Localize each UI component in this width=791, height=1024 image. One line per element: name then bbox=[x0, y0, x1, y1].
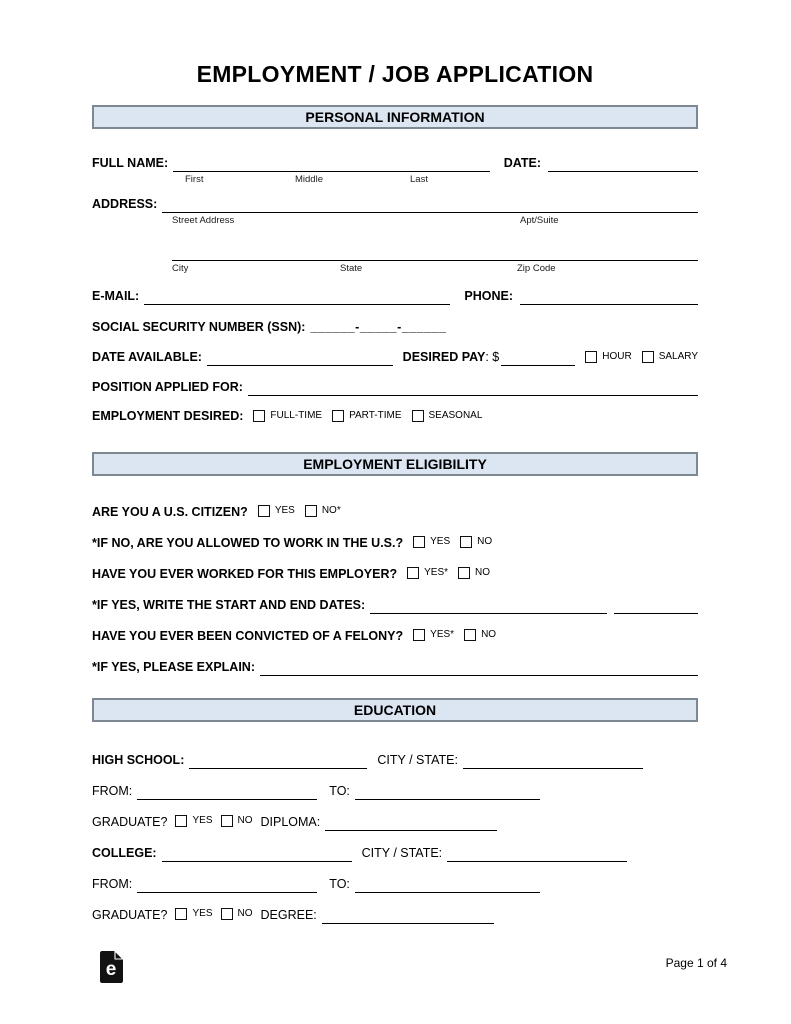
form-row-us-citizen bbox=[92, 503, 698, 521]
part-time-checkbox[interactable] bbox=[332, 410, 344, 422]
email-label: E-MAIL: bbox=[92, 289, 140, 303]
college-graduate-no-label: NO bbox=[237, 908, 253, 919]
full-name-input-line[interactable] bbox=[173, 157, 490, 172]
form-row-hs-from-to bbox=[92, 782, 698, 800]
hs-from-input-line[interactable] bbox=[137, 785, 317, 800]
address-sublabels-1 bbox=[92, 215, 698, 228]
form-row-address bbox=[92, 196, 698, 213]
hs-to-label: TO: bbox=[329, 784, 350, 798]
checkbox-option-college-graduate-no[interactable] bbox=[221, 905, 253, 923]
college-graduate-no-checkbox[interactable] bbox=[221, 908, 233, 920]
hs-graduate-yes-label: YES bbox=[192, 815, 213, 826]
worked-no-label: NO bbox=[475, 567, 491, 578]
form-row-felony bbox=[92, 627, 698, 645]
middle-name-sublabel: Middle bbox=[295, 174, 323, 185]
form-row-allowed-to-work bbox=[92, 534, 698, 552]
form-row-college-graduate bbox=[92, 906, 698, 924]
college-city-state-label: CITY / STATE: bbox=[361, 846, 443, 860]
form-row-full-name bbox=[92, 155, 698, 172]
allowed-to-work-question-label: *IF NO, ARE YOU ALLOWED TO WORK IN THE U.S.? bbox=[92, 536, 404, 550]
first-name-sublabel: First bbox=[185, 174, 204, 185]
checkbox-option-seasonal[interactable] bbox=[412, 407, 483, 424]
hs-graduate-label: GRADUATE? bbox=[92, 815, 168, 829]
checkbox-option-allowed-yes[interactable] bbox=[413, 533, 450, 551]
start-end-dates-input-line-2[interactable] bbox=[614, 599, 698, 614]
diploma-input-line[interactable] bbox=[325, 816, 497, 831]
address-label: ADDRESS: bbox=[92, 197, 158, 211]
address-sublabels-2 bbox=[92, 263, 698, 276]
hs-city-state-input-line[interactable] bbox=[463, 754, 643, 769]
checkbox-option-hour[interactable] bbox=[585, 348, 631, 365]
checkbox-option-felony-yes[interactable] bbox=[413, 626, 454, 644]
start-end-dates-input-line[interactable] bbox=[370, 599, 607, 614]
ssn-input-blanks[interactable]: ______-_____-______ bbox=[310, 320, 447, 334]
please-explain-label: *IF YES, PLEASE EXPLAIN: bbox=[92, 660, 256, 674]
hs-city-state-label: CITY / STATE: bbox=[377, 753, 458, 767]
college-city-state-input-line[interactable] bbox=[447, 847, 627, 862]
seasonal-checkbox[interactable] bbox=[412, 410, 424, 422]
form-row-date-available-pay bbox=[92, 349, 698, 366]
allowed-yes-checkbox[interactable] bbox=[413, 536, 425, 548]
form-row-college-from-to bbox=[92, 875, 698, 893]
checkbox-option-hs-graduate-no[interactable] bbox=[221, 812, 253, 830]
street-address-input-line[interactable] bbox=[162, 198, 698, 213]
college-graduate-label: GRADUATE? bbox=[92, 908, 168, 922]
hs-from-label: FROM: bbox=[92, 784, 133, 798]
eforms-logo-icon bbox=[100, 950, 124, 984]
full-time-checkbox-label: FULL-TIME bbox=[270, 410, 323, 421]
diploma-label: DIPLOMA: bbox=[260, 815, 321, 829]
employment-desired-label: EMPLOYMENT DESIRED: bbox=[92, 409, 244, 423]
college-input-line[interactable] bbox=[162, 847, 352, 862]
desired-pay-suffix: : $ bbox=[485, 350, 500, 364]
felony-yes-label: YES* bbox=[430, 629, 455, 640]
zip-code-sublabel: Zip Code bbox=[517, 263, 556, 274]
form-row-explain bbox=[92, 658, 698, 676]
worked-yes-label: YES* bbox=[424, 567, 449, 578]
section-header-education bbox=[92, 698, 698, 722]
college-from-input-line[interactable] bbox=[137, 878, 317, 893]
phone-label: PHONE: bbox=[464, 289, 513, 303]
form-row-position bbox=[92, 379, 698, 396]
allowed-yes-label: YES bbox=[430, 536, 451, 547]
citizen-no-checkbox[interactable] bbox=[305, 505, 317, 517]
seasonal-checkbox-label: SEASONAL bbox=[428, 410, 483, 421]
date-label: DATE: bbox=[503, 156, 541, 170]
part-time-checkbox-label: PART-TIME bbox=[349, 410, 402, 421]
city-sublabel: City bbox=[172, 263, 189, 274]
allowed-no-label: NO bbox=[477, 536, 493, 547]
citizen-yes-label: YES bbox=[274, 505, 295, 516]
checkbox-option-worked-no[interactable] bbox=[458, 564, 490, 582]
city-state-zip-input-line[interactable] bbox=[172, 246, 698, 261]
checkbox-option-full-time[interactable] bbox=[253, 407, 322, 424]
section-header-employment-eligibility bbox=[92, 452, 698, 476]
last-name-sublabel: Last bbox=[410, 174, 428, 185]
form-row-high-school bbox=[92, 751, 698, 769]
state-sublabel: State bbox=[340, 263, 363, 274]
college-to-input-line[interactable] bbox=[355, 878, 540, 893]
desired-pay-input-line[interactable] bbox=[501, 351, 575, 366]
checkbox-option-college-graduate-yes[interactable] bbox=[175, 905, 212, 923]
page-title: EMPLOYMENT / JOB APPLICATION bbox=[196, 61, 594, 87]
name-sublabels bbox=[92, 174, 698, 187]
college-from-label: FROM: bbox=[92, 877, 133, 891]
section-header-label: EMPLOYMENT ELIGIBILITY bbox=[303, 456, 487, 472]
college-to-label: TO: bbox=[329, 877, 350, 891]
checkbox-option-hs-graduate-yes[interactable] bbox=[175, 812, 212, 830]
checkbox-option-citizen-no[interactable] bbox=[305, 502, 341, 520]
checkbox-option-citizen-yes[interactable] bbox=[258, 502, 295, 520]
section-header-label: EDUCATION bbox=[353, 702, 437, 718]
form-row-college bbox=[92, 844, 698, 862]
high-school-label: HIGH SCHOOL: bbox=[92, 753, 185, 767]
page-number-label: Page 1 of 4 bbox=[665, 956, 727, 970]
form-row-email-phone bbox=[92, 288, 698, 305]
hour-checkbox[interactable] bbox=[585, 351, 597, 363]
date-available-label: DATE AVAILABLE: bbox=[92, 350, 202, 364]
felony-no-label: NO bbox=[481, 629, 497, 640]
checkbox-option-worked-yes[interactable] bbox=[407, 564, 448, 582]
hs-graduate-no-checkbox[interactable] bbox=[221, 815, 233, 827]
hs-graduate-no-label: NO bbox=[237, 815, 253, 826]
college-label: COLLEGE: bbox=[92, 846, 157, 860]
desired-pay-label: DESIRED PAY bbox=[402, 350, 486, 364]
worked-yes-checkbox[interactable] bbox=[407, 567, 419, 579]
full-time-checkbox[interactable] bbox=[253, 410, 265, 422]
date-input-line[interactable] bbox=[548, 157, 698, 172]
svg-text:e: e bbox=[105, 959, 117, 980]
full-name-label: FULL NAME: bbox=[92, 156, 169, 170]
checkbox-option-salary[interactable] bbox=[642, 348, 698, 365]
form-row-hs-graduate bbox=[92, 813, 698, 831]
college-graduate-yes-checkbox[interactable] bbox=[175, 908, 187, 920]
allowed-no-checkbox[interactable] bbox=[460, 536, 472, 548]
position-applied-label: POSITION APPLIED FOR: bbox=[92, 380, 243, 394]
street-address-sublabel: Street Address bbox=[172, 215, 235, 226]
date-available-input-line[interactable] bbox=[207, 351, 393, 366]
position-input-line[interactable] bbox=[248, 381, 698, 396]
degree-input-line[interactable] bbox=[322, 909, 494, 924]
checkbox-option-part-time[interactable] bbox=[332, 407, 401, 424]
start-end-dates-label: *IF YES, WRITE THE START AND END DATES: bbox=[92, 598, 366, 612]
form-row-worked-before bbox=[92, 565, 698, 583]
college-graduate-yes-label: YES bbox=[192, 908, 213, 919]
us-citizen-question-label: ARE YOU A U.S. CITIZEN? bbox=[92, 505, 248, 519]
checkbox-option-felony-no[interactable] bbox=[464, 626, 496, 644]
worked-before-question-label: HAVE YOU EVER WORKED FOR THIS EMPLOYER? bbox=[92, 567, 398, 581]
felony-no-checkbox[interactable] bbox=[464, 629, 476, 641]
section-header-personal-information bbox=[92, 105, 698, 129]
section-header-label: PERSONAL INFORMATION bbox=[305, 109, 485, 125]
salary-checkbox-label: SALARY bbox=[658, 351, 698, 362]
form-content bbox=[92, 0, 698, 924]
degree-label: DEGREE: bbox=[260, 908, 317, 922]
please-explain-input-line[interactable] bbox=[260, 661, 698, 676]
email-input-line[interactable] bbox=[144, 290, 450, 305]
ssn-label: SOCIAL SECURITY NUMBER (SSN): bbox=[92, 320, 306, 334]
hour-checkbox-label: HOUR bbox=[602, 351, 632, 362]
hs-to-input-line[interactable] bbox=[355, 785, 540, 800]
citizen-no-label: NO* bbox=[321, 505, 341, 516]
phone-input-line[interactable] bbox=[520, 290, 698, 305]
form-row-address-2 bbox=[92, 245, 698, 261]
form-row-start-end-dates bbox=[92, 596, 698, 614]
hs-graduate-yes-checkbox[interactable] bbox=[175, 815, 187, 827]
form-row-employment-desired bbox=[92, 408, 698, 425]
checkbox-option-allowed-no[interactable] bbox=[460, 533, 492, 551]
citizen-yes-checkbox[interactable] bbox=[258, 505, 270, 517]
felony-question-label: HAVE YOU EVER BEEN CONVICTED OF A FELONY? bbox=[92, 629, 404, 643]
apt-suite-sublabel: Apt/Suite bbox=[520, 215, 559, 226]
worked-no-checkbox[interactable] bbox=[458, 567, 470, 579]
felony-yes-checkbox[interactable] bbox=[413, 629, 425, 641]
high-school-input-line[interactable] bbox=[189, 754, 367, 769]
form-row-ssn bbox=[92, 319, 698, 336]
salary-checkbox[interactable] bbox=[642, 351, 654, 363]
